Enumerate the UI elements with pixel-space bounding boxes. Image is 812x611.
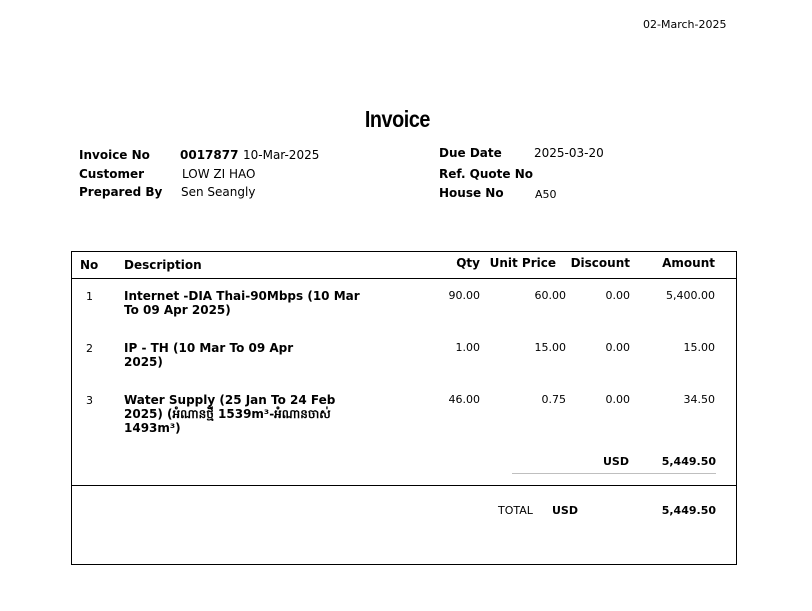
col-header-no: No bbox=[80, 258, 99, 272]
print-date: 02-March-2025 bbox=[643, 18, 727, 31]
page-title: Invoice bbox=[364, 106, 431, 132]
customer-value: LOW ZI HAO bbox=[182, 167, 256, 181]
total-label: TOTAL bbox=[498, 504, 533, 517]
invoice-no-label: Invoice No bbox=[79, 148, 150, 162]
row-discount: 0.00 bbox=[605, 289, 630, 302]
col-header-description: Description bbox=[124, 258, 202, 272]
row-qty: 1.00 bbox=[455, 341, 480, 354]
row-discount: 0.00 bbox=[605, 341, 630, 354]
invoice-date-value: 10-Mar-2025 bbox=[243, 148, 320, 162]
ref-quote-label: Ref. Quote No bbox=[439, 167, 534, 181]
col-header-qty: Qty bbox=[456, 256, 480, 270]
prepared-by-value: Sen Seangly bbox=[181, 185, 256, 199]
row-description: IP - TH (10 Mar To 09 Apr 2025) bbox=[124, 341, 294, 369]
subtotal-currency: USD bbox=[603, 455, 629, 468]
row-amount: 34.50 bbox=[683, 393, 715, 406]
row-description: Water Supply (25 Jan To 24 Feb 2025) (អំណានថ្មី 1539m³-អំណានចាស់ 1493m³) bbox=[124, 393, 336, 435]
invoice-no-value: 0017877 bbox=[180, 148, 239, 162]
row-no: 2 bbox=[86, 342, 93, 355]
customer-label: Customer bbox=[79, 167, 145, 181]
total-currency: USD bbox=[552, 504, 578, 517]
col-header-unit-price: Unit Price bbox=[489, 256, 556, 270]
row-qty: 90.00 bbox=[448, 289, 480, 302]
total-amount: 5,449.50 bbox=[661, 504, 716, 517]
header-divider bbox=[72, 278, 736, 279]
row-discount: 0.00 bbox=[605, 393, 630, 406]
house-no-value: A50 bbox=[535, 188, 557, 201]
row-no: 1 bbox=[86, 290, 93, 303]
row-unit-price: 0.75 bbox=[541, 393, 566, 406]
subtotal-amount: 5,449.50 bbox=[661, 455, 716, 468]
col-header-discount: Discount bbox=[570, 256, 630, 270]
row-amount: 15.00 bbox=[683, 341, 715, 354]
row-description: Internet -DIA Thai-90Mbps (10 Mar To 09 Apr 2025) bbox=[124, 289, 360, 317]
prepared-by-label: Prepared By bbox=[79, 185, 163, 199]
col-header-amount: Amount bbox=[662, 256, 715, 270]
due-date-value: 2025-03-20 bbox=[534, 146, 604, 160]
due-date-label: Due Date bbox=[439, 146, 502, 160]
row-no: 3 bbox=[86, 394, 93, 407]
subtotal-divider bbox=[512, 473, 716, 474]
house-no-label: House No bbox=[439, 186, 504, 200]
row-amount: 5,400.00 bbox=[666, 289, 715, 302]
row-unit-price: 60.00 bbox=[534, 289, 566, 302]
row-qty: 46.00 bbox=[448, 393, 480, 406]
row-unit-price: 15.00 bbox=[534, 341, 566, 354]
total-section bbox=[71, 485, 737, 565]
